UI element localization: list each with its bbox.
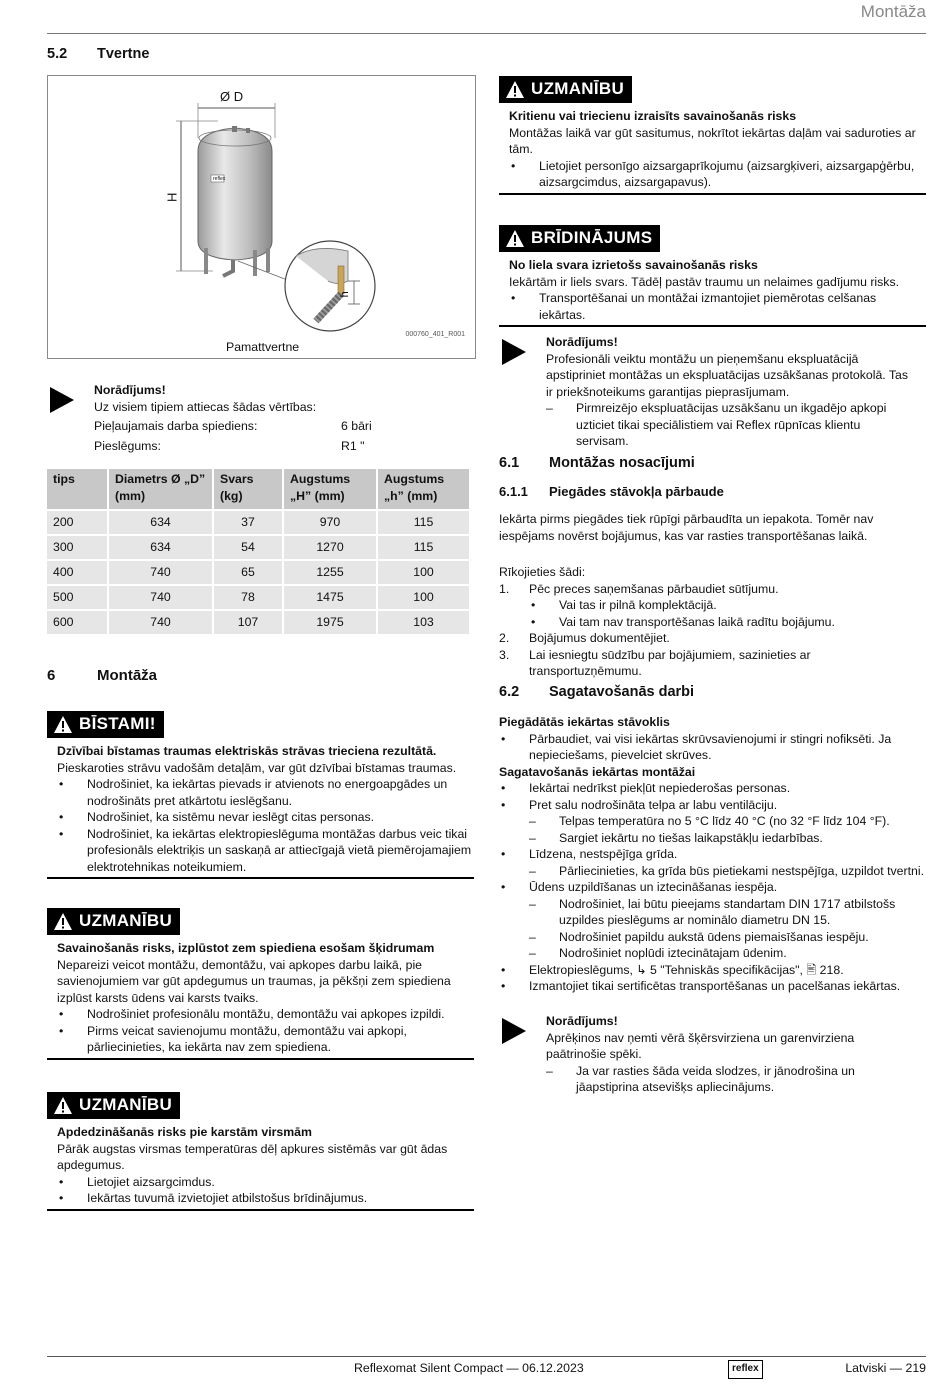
cell-height-H: 1975 <box>284 611 376 634</box>
note-dash-list <box>546 1063 916 1096</box>
note-block-values <box>94 382 474 456</box>
figure-caption: Pamattvertne <box>226 340 300 354</box>
running-header-title: Montāža <box>860 2 926 21</box>
note-title: Norādījums! <box>546 1014 618 1028</box>
list-item: – Sargiet iekārtu no tiešas laikapstākļu iedarbības. <box>499 830 926 847</box>
list-item: • Lietojiet aizsargcimdus. <box>57 1174 474 1191</box>
reflex-logo: reflex <box>728 1360 763 1379</box>
note-row-label: Pieslēgums: <box>94 439 161 453</box>
cell-height-h: 115 <box>378 511 469 534</box>
list-item <box>499 647 924 680</box>
cell-height-h: 100 <box>378 586 469 609</box>
danger-text: Pieskaroties strāvu vadošām detaļām, var gūt dzīvībai bīstamas traumas. <box>57 760 457 775</box>
section-number: 6.1.1 <box>499 484 528 499</box>
steps-list <box>499 630 924 680</box>
dash-list <box>499 813 926 846</box>
caution-badge-label: UZMANĪBU <box>79 1095 173 1115</box>
section-number: 6 <box>47 667 56 684</box>
list-item: – Nodrošiniet papildu aukstā ūdens piemaisīšanas iespēju. <box>499 929 926 946</box>
cell-weight: 78 <box>214 586 282 609</box>
caution-badge <box>47 908 180 935</box>
cell-diameter: 634 <box>109 511 212 534</box>
list-item: • Ūdens uzpildīšanas un iztecināšanas iespēja. <box>499 879 926 896</box>
preparation-text <box>499 714 926 995</box>
bullet-list <box>499 846 926 863</box>
caution-bullets <box>509 158 926 191</box>
section-number: 5.2 <box>47 46 68 62</box>
dim-h-label: H <box>164 192 180 202</box>
subheading: Sagatavošanās iekārtas montāžai <box>499 764 696 779</box>
cell-diameter: 740 <box>109 611 212 634</box>
list-item: • Nodrošiniet, ka iekārtas pievads ir atvienots no energoapgādes un nodrošināts pret atkārtotu ieslēgšanu. <box>57 776 474 809</box>
section-6-heading <box>47 668 157 685</box>
col-header-height-h: Augstums „h” (mm) <box>378 469 469 509</box>
list-item: – Ja var rasties šāda veida slodzes, ir jānodrošina un jāapstiprina atsevišķs apliecinājums. <box>546 1063 916 1096</box>
vessel-spec-table <box>45 467 471 636</box>
note-row <box>94 418 474 436</box>
caution-badge-label: UZMANĪBU <box>79 911 173 931</box>
cell-type: 300 <box>47 536 107 559</box>
cell-diameter: 634 <box>109 536 212 559</box>
warning-triangle-icon <box>53 1096 73 1116</box>
section-number: 6.2 <box>499 684 520 700</box>
footer-page-number: Latviski — 219 <box>845 1361 926 1375</box>
list-item: • Pirms veicat savienojumu montāžu, demontāžu vai apkopi, pārliecinieties, ka iekārta nav zem spiediena. <box>57 1023 474 1056</box>
note-title: Norādījums! <box>546 335 618 349</box>
col-header-height-H: Augstums „H” (mm) <box>284 469 376 509</box>
note-block-protocol <box>546 334 916 450</box>
footer-document-title: Reflexomat Silent Compact — 06.12.2023 <box>354 1361 584 1375</box>
steps-list <box>499 581 924 598</box>
note-row <box>94 438 474 456</box>
table-row <box>47 611 469 634</box>
list-item: • Lietojiet personīgo aizsargaprīkojumu (aizsargķiveri, aizsargapģērbu, aizsargcimdus, aizsargapavus). <box>509 158 926 191</box>
substeps-list <box>499 597 924 630</box>
cell-diameter: 740 <box>109 561 212 584</box>
cell-height-h: 103 <box>378 611 469 634</box>
table-header-row <box>47 469 469 509</box>
list-item: – Nodrošiniet, lai būtu pieejams standartam DIN 1717 atbilstošs uzpildes pieslēgums ar nominālo diametru DN 15. <box>499 896 926 929</box>
warning-bullets <box>509 290 926 323</box>
bullet-list <box>499 879 926 896</box>
header-rule <box>47 33 926 34</box>
note-arrow-icon <box>50 387 74 413</box>
note-text: Profesionāli veiktu montāžu un pieņemšanu ekspluatācijā apstipriniet montāžas un ekspluatācijas uzsākšanas protokolā. Tas ir priekšnoteikums garantijas pieprasījumam. <box>546 351 909 399</box>
step-text: Lai iesniegtu sūdzību par bojājumiem, sazinieties ar transportuzņēmumu. <box>529 647 811 678</box>
note-row-label: Pieļaujamais darba spiediens: <box>94 419 258 433</box>
step-number: 2. <box>499 631 510 645</box>
table-row <box>47 511 469 534</box>
danger-bullets <box>57 776 474 875</box>
caution-fall-block <box>499 76 926 195</box>
bullet-list <box>499 962 926 995</box>
cell-height-h: 115 <box>378 536 469 559</box>
list-item: • Nodrošiniet, ka iekārtas elektropieslēguma montāžas darbus veic tikai profesionāls elektriķis un saskaņā ar attiecīgajā vietā piemērojamajiem elektrotehnikas noteikumiem. <box>57 826 474 876</box>
step-text: Pēc preces saņemšanas pārbaudiet sūtījumu. <box>529 581 779 596</box>
vessel-brand-plate: reflex <box>213 176 226 182</box>
note-row-value: R1 " <box>341 439 365 453</box>
figure-ref-code: 000760_401_R001 <box>405 331 465 338</box>
list-item: • Iekārtas tuvumā izvietojiet atbilstošus brīdinājumus. <box>57 1190 474 1207</box>
cell-type: 600 <box>47 611 107 634</box>
cell-weight: 54 <box>214 536 282 559</box>
note-arrow-icon <box>502 339 526 365</box>
list-item <box>499 581 924 598</box>
cell-weight: 65 <box>214 561 282 584</box>
col-header-weight: Svars (kg) <box>214 469 282 509</box>
caution-hot-surface-block <box>47 1092 474 1211</box>
warning-triangle-icon <box>53 912 73 932</box>
step-number: 3. <box>499 647 510 662</box>
cell-type: 400 <box>47 561 107 584</box>
cell-height-H: 970 <box>284 511 376 534</box>
cell-height-H: 1255 <box>284 561 376 584</box>
list-item: – Telpas temperatūra no 5 °C līdz 40 °C (no 32 °F līdz 104 °F). <box>499 813 926 830</box>
caution-badge <box>499 76 632 103</box>
cell-height-h: 100 <box>378 561 469 584</box>
cell-height-H: 1475 <box>284 586 376 609</box>
table-row <box>47 536 469 559</box>
warning-weight-block <box>499 225 926 327</box>
caution-title: Apdedzināšanās risks pie karstām virsmām <box>57 1125 312 1139</box>
paragraph: Rīkojieties šādi: <box>499 565 586 579</box>
list-item: • Nodrošiniet profesionālu montāžu, demontāžu vai apkopes izpildi. <box>57 1006 474 1023</box>
note-dash-list <box>546 400 916 450</box>
caution-pressure-block <box>47 908 474 1060</box>
footer-rule <box>47 1356 926 1357</box>
section-title: Tvertne <box>97 46 150 62</box>
list-item: • Pārbaudiet, vai visi iekārtas skrūvsavienojumi ir stingri nofiksēti. Ja nepieciešams, pievelciet skrūves. <box>499 731 926 764</box>
dash-list <box>499 896 926 962</box>
step-number: 1. <box>499 581 510 596</box>
warning-triangle-icon <box>505 80 525 100</box>
col-header-type: tips <box>47 469 107 509</box>
caution-text: Nepareizi veicot montāžu, demontāžu, vai apkopes darbu laikā, pie savienojumiem var gūt apdegumus un traumas, ja pēkšņi zem spiediena izplūst karsts ūdens vai karsts tvaiks. <box>57 957 451 1005</box>
cell-height-H: 1270 <box>284 536 376 559</box>
vessel-figure <box>47 75 476 359</box>
danger-title: Dzīvībai bīstamas traumas elektriskās strāvas trieciena rezultātā. <box>57 744 437 758</box>
cell-type: 500 <box>47 586 107 609</box>
warning-triangle-icon <box>53 715 73 735</box>
note-row-value: 6 bāri <box>341 419 372 433</box>
danger-badge <box>47 711 164 738</box>
cell-diameter: 740 <box>109 586 212 609</box>
warning-title: No liela svara izrietošs savainošanās risks <box>509 258 758 272</box>
note-arrow-icon <box>502 1018 526 1044</box>
section-6-1-1-heading <box>499 484 724 501</box>
list-item: • Nodrošiniet, ka sistēmu nevar ieslēgt citas personas. <box>57 809 474 826</box>
warning-badge-label: BRĪDINĀJUMS <box>531 228 653 248</box>
caution-title: Kritienu vai triecienu izraisīts savainošanās risks <box>509 109 797 123</box>
section-5-2-heading <box>47 46 149 63</box>
list-item: • Izmantojiet tikai sertificētas transportēšanas un pacelšanas iekārtas. <box>499 978 926 995</box>
list-item: – Pārliecinieties, ka grīda būs pietiekami nestspējīga, uzpildot tvertni. <box>499 863 926 880</box>
list-item: • Vai tam nav transportēšanas laikā radītu bojājumu. <box>499 614 924 631</box>
warning-triangle-icon <box>505 229 525 249</box>
caution-bullets <box>57 1006 474 1056</box>
cell-weight: 107 <box>214 611 282 634</box>
bullet-list <box>499 780 926 813</box>
col-header-diameter: Diametrs Ø „D” (mm) <box>109 469 212 509</box>
section-title: Sagatavošanās darbi <box>549 684 695 700</box>
note-block-acceleration <box>546 1013 916 1096</box>
list-item: • Iekārtai nedrīkst piekļūt nepiederošas personas. <box>499 780 926 797</box>
list-item: • Pret salu nodrošināta telpa ar labu ventilāciju. <box>499 797 926 814</box>
note-text: Aprēķinos nav ņemti vērā šķērsvirziena un garenvirziena paātrinošie spēki. <box>546 1030 855 1061</box>
list-item: – Pirmreizējo ekspluatācijas uzsākšanu un ikgadējo apkopi uzticiet tikai speciālistiem vai Reflex rūpnīcas klientu servisam. <box>546 400 916 450</box>
cross-reference-link[interactable]: • Elektropieslēgums, ↳ 5 "Tehniskās specifikācijas", 🖹 218. <box>499 962 926 979</box>
danger-block <box>47 711 474 879</box>
warning-badge <box>499 225 660 252</box>
dim-h-small-label: h <box>338 291 351 298</box>
list-item: – Nodrošiniet noplūdi iztecinātajam ūdenim. <box>499 945 926 962</box>
warning-text: Iekārtām ir liels svars. Tādēļ pastāv traumu un nelaimes gadījumu risks. <box>509 274 900 289</box>
cell-type: 200 <box>47 511 107 534</box>
dim-d-label: Ø D <box>220 89 244 104</box>
bullet-list <box>499 731 926 764</box>
table-row <box>47 561 469 584</box>
table-row <box>47 586 469 609</box>
list-item: • Vai tas ir pilnā komplektācijā. <box>499 597 924 614</box>
section-title: Montāžas nosacījumi <box>549 455 695 471</box>
section-title: Montāža <box>97 667 157 684</box>
vessel-illustration <box>48 76 475 358</box>
caution-badge-label: UZMANĪBU <box>531 79 625 99</box>
section-6-2-heading <box>499 684 694 701</box>
step-text: Bojājumus dokumentējiet. <box>529 631 670 645</box>
dash-list <box>499 863 926 880</box>
caution-badge <box>47 1092 180 1119</box>
section-title: Piegādes stāvokļa pārbaude <box>549 484 724 499</box>
list-item: • Līdzena, nestspējīga grīda. <box>499 846 926 863</box>
note-intro: Uz visiem tipiem attiecas šādas vērtības: <box>94 399 317 414</box>
caution-text: Pārāk augstas virsmas temperatūras dēļ apkures sistēmās var gūt ādas apdegumus. <box>57 1141 448 1172</box>
section-number: 6.1 <box>499 455 520 471</box>
cell-weight: 37 <box>214 511 282 534</box>
note-title: Norādījums! <box>94 383 166 397</box>
paragraph: Iekārta pirms piegādes tiek rūpīgi pārbaudīta un iepakota. Tomēr nav iespējams novērst bojājumus, kas var rasties transportēšanas laikā. <box>499 512 874 543</box>
list-item <box>499 630 924 647</box>
caution-bullets <box>57 1174 474 1207</box>
subheading: Piegādātās iekārtas stāvoklis <box>499 715 670 729</box>
caution-title: Savainošanās risks, izplūstot zem spiediena esošam šķidrumam <box>57 941 435 955</box>
delivery-check-text <box>499 511 924 680</box>
list-item: • Transportēšanai un montāžai izmantojiet piemērotas celšanas iekārtas. <box>509 290 926 323</box>
caution-text: Montāžas laikā var gūt sasitumus, nokrītot iekārtas daļām vai saduroties ar tām. <box>509 125 916 156</box>
section-6-1-heading <box>499 455 695 472</box>
danger-badge-label: BĪSTAMI! <box>79 714 156 734</box>
